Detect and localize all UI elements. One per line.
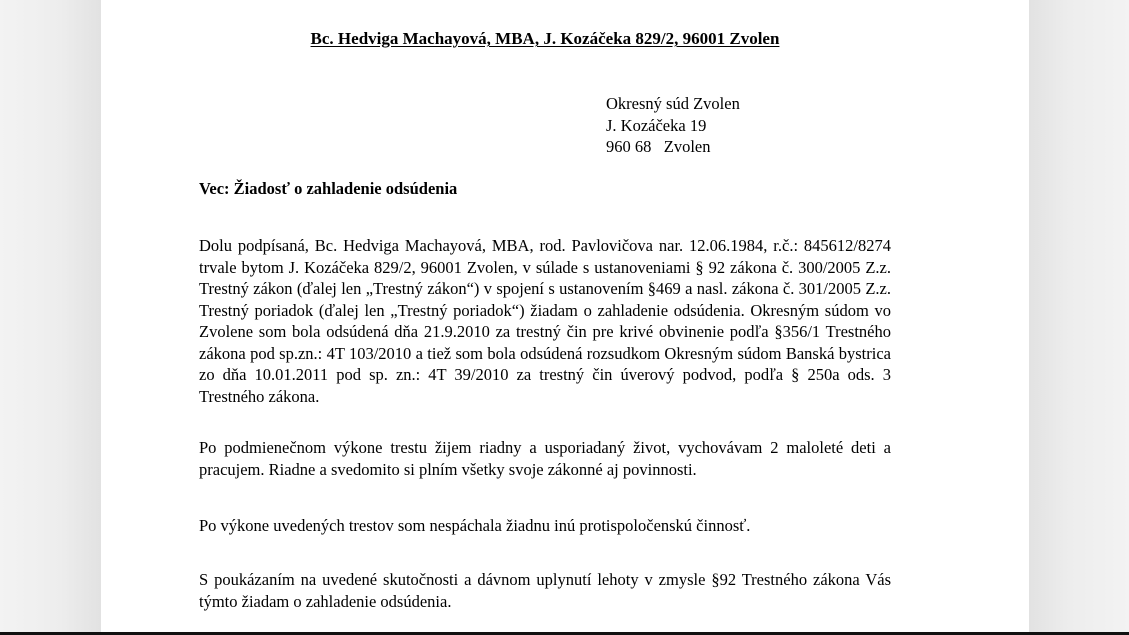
body-paragraph-no-offense: Po výkone uvedených trestov som nespáchala žiadnu inú protispoločenskú činnosť. <box>199 516 751 535</box>
left-margin-background <box>0 0 101 635</box>
body-paragraph-conduct: Po podmienečnom výkone trestu žijem riadny a usporiadaný život, vychovávam 2 maloleté deti a pracujem. Riadne a svedomito si plním všetky svoje zákonné aj povinnosti. <box>199 438 891 479</box>
body-paragraph-request: S poukázaním na uvedené skutočnosti a dávnom uplynutí lehoty v zmysle §92 Trestného zákona Vás týmto žiadam o zahladenie odsúdenia. <box>199 570 891 611</box>
recipient-line-court: Okresný súd Zvolen <box>606 94 740 113</box>
body-paragraph-intro: Dolu podpísaná, Bc. Hedviga Machayová, MBA, rod. Pavlovičova nar. 12.06.1984, r.č.: 845612/8274 trvale bytom J. Kozáčeka 829/2, 96001 Zvolen, v súlade s ustanoveniami § 92 zákona č. 300/2005 Z.z. Trestný zákon (ďalej len „Trestný zákon“) v spojení s ustanovením §469 a nasl. zákona č. 301/2005 Z.z. Trestný poriadok (ďalej len „Trestný poriadok“) žiadam o zahladenie odsúdenia. Okresným súdom vo Zvolene som bola odsúdená dňa 21.9.2010 za trestný čin pre krivé obvinenie podľa §356/1 Trestného zákona pod sp.zn.: 4T 103/2010 a tiež som bola odsúdená rozsudkom Okresným súdom Banská bystrica zo dňa 10.01.2011 pod sp. zn.: 4T 39/2010 za trestný čin úverový podvod, podľa § 250a ods. 3 Trestného zákona. <box>199 236 891 406</box>
recipient-line-street: J. Kozáčeka 19 <box>606 115 707 135</box>
right-margin-background <box>1029 0 1129 635</box>
subject-line: Vec: Žiadosť o zahladenie odsúdenia <box>199 179 458 198</box>
recipient-address <box>606 93 740 158</box>
document-page <box>101 0 1029 635</box>
recipient-line-city: 960 68 Zvolen <box>606 137 711 156</box>
sender-letterhead: Bc. Hedviga Machayová, MBA, J. Kozáčeka 829/2, 96001 Zvolen <box>310 29 780 48</box>
